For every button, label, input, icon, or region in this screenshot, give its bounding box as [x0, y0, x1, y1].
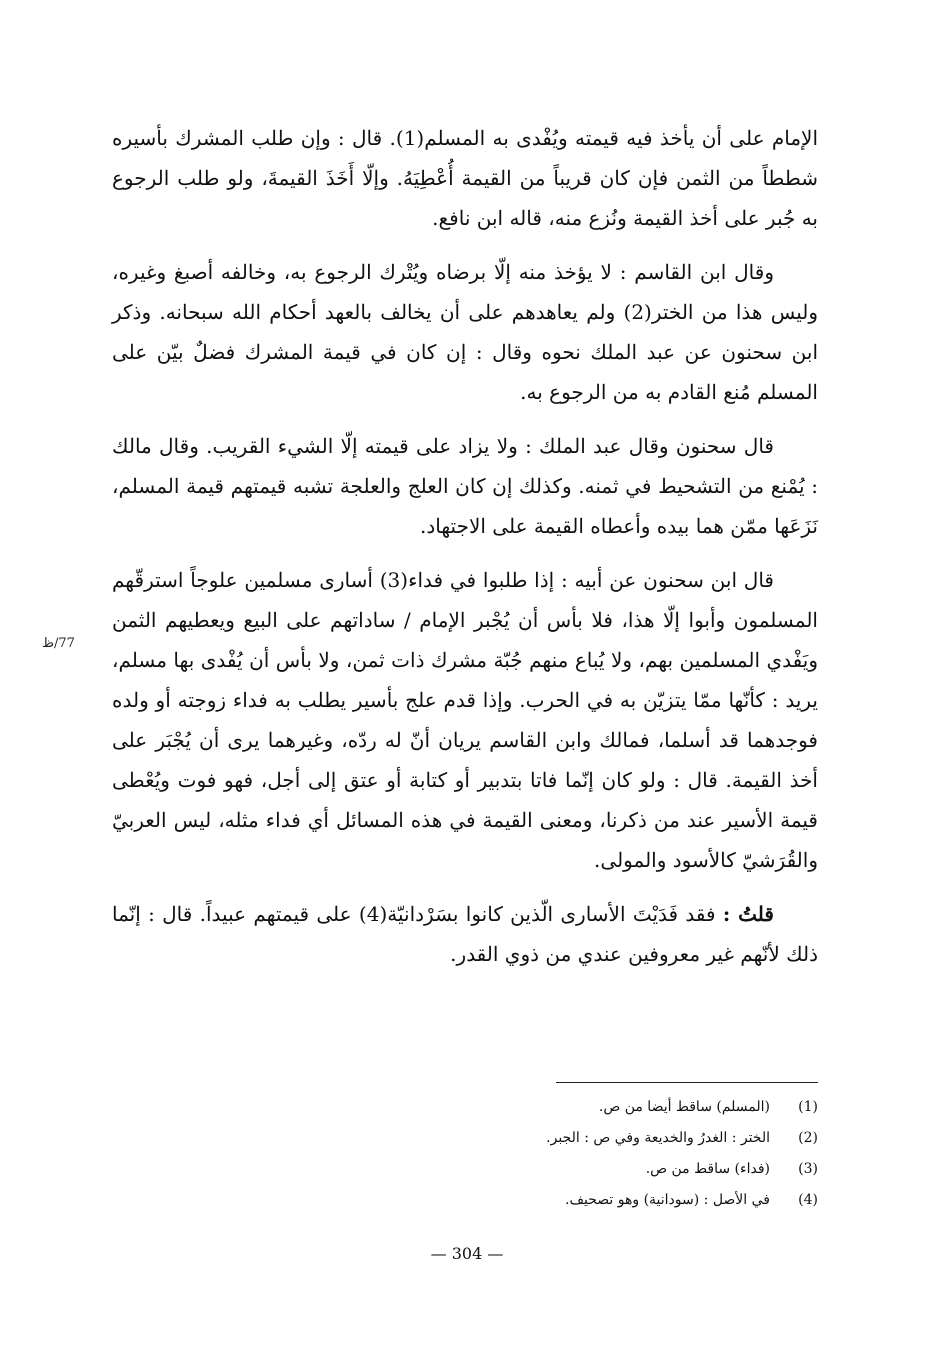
paragraph-5-lead: قلتُ :: [722, 902, 774, 926]
paragraph-4: قال ابن سحنون عن أبيه : إذا طلبوا في فداء(3) أسارى مسلمين علوجاً استرقّهم المسلمون وأبوا إلّا هذا، فلا بأس أن يُجْبر الإمام / ساداتهم على البيع ويعطيهم الثمن ويَفْدي المسلمين بهم، ولا يُباع منهم جُبّة مشرك ذات ثمن، ولا بأس أن يُفْدى بها مسلم، يريد : كأنّها ممّا يتزيّن به في الحرب. وإذا قدم علج بأسير يطلب به فداء زوجته أو ولده فوجدهما قد أسلما، فمالك وابن القاسم يريان أنّ له ردّه، وغيرهما يرى أن يُجْبَر على أخذ القيمة. قال : ولو كان إنّما فاتا بتدبير أو كتابة أو عتق إلى أجل، فهو فوت ويُعْطى قيمة الأسير عند من ذكرنا، ومعنى القيمة في هذه المسائل أي فداء مثله، ليس العربيّ والقُرَشيّ كالأسود والمولى.: [112, 568, 818, 872]
footnote-separator: [556, 1082, 818, 1083]
footnote-text: (المسلم) ساقط أيضا من ص.: [598, 1099, 770, 1115]
footnote-number: (4): [798, 1192, 818, 1208]
footnote-number: (2): [798, 1130, 818, 1146]
paragraph-1: الإمام على أن يأخذ فيه قيمته ويُفْدى به المسلم(1). قال : وإن طلب المشرك بأسيره شططاً من الثمن فإن كان قريباً من القيمة أُعْطِيَهُ. وإلّا أَخَذَ القيمةَ، ولو طلب الرجوع به جُبر على أخذ القيمة ونُزع منه، قاله ابن نافع.: [112, 126, 818, 230]
footnote-2: [430, 1123, 818, 1154]
paragraph-2: وقال ابن القاسم : لا يؤخذ منه إلّا برضاه ويُتْرك الرجوع به، وخالفه أصبغ وغيره، وليس هذا من الختر(2) ولم يعاهدهم على أن يخالف بالعهد أحكام الله سبحانه. وذكر ابن سحنون عن عبد الملك نحوه وقال : إن كان في قيمة المشرك فضلٌ بيّن على المسلم مُنع القادم به من الرجوع به.: [112, 260, 818, 404]
paragraph-3: قال سحنون وقال عبد الملك : ولا يزاد على قيمته إلّا الشيء القريب. وقال مالك : يُمْنع من التشحيط في ثمنه. وكذلك إن كان العلج والعلجة تشبه قيمتهم قيمة المسلم، نَزَعَها ممّن هما بيده وأعطاه القيمة على الاجتهاد.: [112, 434, 818, 538]
page-number: — 304 —: [430, 1244, 504, 1263]
footnote-number: (1): [798, 1099, 818, 1115]
paragraph-5-text: فقد فَدَيْتَ الأسارى الّذين كانوا بسَرْدانيّة(4) على قيمتهم عبيداً. قال : إنّما ذلك لأنّهم غير معروفين عندي من ذوي القدر.: [112, 902, 818, 966]
footnote-number: (3): [798, 1161, 818, 1177]
paragraph-5: [112, 894, 818, 974]
footnotes: [430, 1092, 818, 1216]
main-text: [112, 118, 818, 988]
footnote-text: (فداء) ساقط من ص.: [645, 1161, 770, 1177]
footnote-1: [430, 1092, 818, 1123]
footnote-text: في الأصل : (سودانية) وهو تصحيف.: [565, 1192, 770, 1208]
footnote-4: [430, 1185, 818, 1216]
footnote-3: [430, 1154, 818, 1185]
footnote-text: الختر : الغدرُ والخديعة وفي ص : الجبر.: [546, 1130, 770, 1146]
manuscript-folio-marker: 77/ظ: [42, 636, 75, 651]
